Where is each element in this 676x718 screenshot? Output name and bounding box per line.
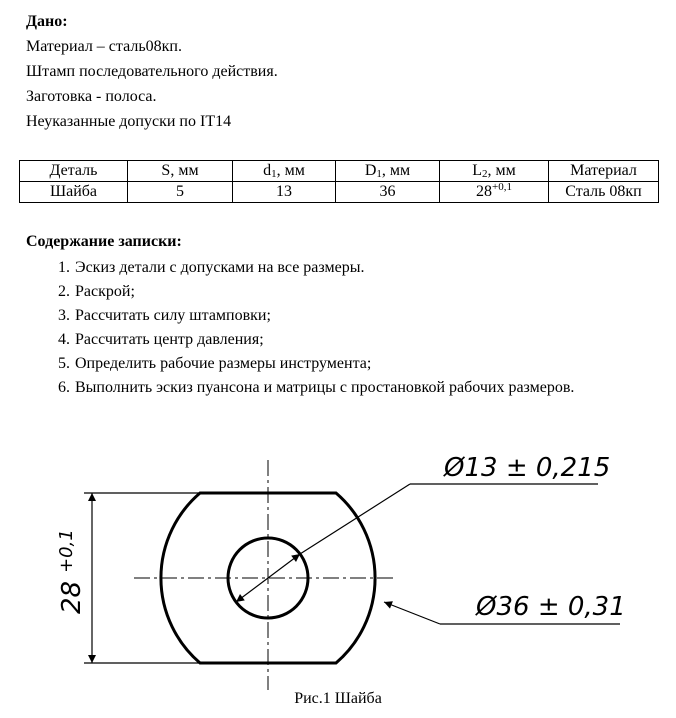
given-material: Материал – сталь08кп.	[26, 38, 182, 55]
list-item: 6. Выполнить эскиз пуансона и матрицы с простановкой рабочих размеров.	[74, 376, 634, 400]
figure-caption: Рис.1 Шайба	[294, 690, 382, 707]
given-blank: Заготовка - полоса.	[26, 88, 157, 105]
tasks-list	[26, 256, 634, 400]
cell-D1: 36	[336, 182, 440, 203]
tasks-heading: Содержание записки:	[26, 233, 182, 250]
header-L2: $L_2$, мм	[440, 161, 549, 182]
outer-diameter-label: Ø36 ± 0,31	[476, 592, 626, 622]
given-tolerances: Неуказанные допуски по IT14	[26, 113, 232, 130]
cell-d1: 13	[233, 182, 336, 203]
given-heading: Дано:	[26, 13, 68, 30]
inner-diameter-leader	[236, 484, 598, 602]
header-D1: $D_1$, мм	[336, 161, 440, 182]
cell-part: Шайба	[20, 182, 128, 203]
header-material: Материал	[549, 161, 659, 182]
header-d1: $d_1$, мм	[233, 161, 336, 182]
height-dimension-label: $28^{+0,1}$	[56, 529, 87, 614]
list-item: 3. Рассчитать силу штамповки;	[74, 304, 634, 328]
parameters-table	[19, 160, 659, 203]
list-item: 1. Эскиз детали с допусками на все размеры.	[74, 256, 634, 280]
given-die-type: Штамп последовательного действия.	[26, 63, 278, 80]
list-item: 2. Раскрой;	[74, 280, 634, 304]
header-s: S, мм	[128, 161, 233, 182]
list-item: 5. Определить рабочие размеры инструмента;	[74, 352, 634, 376]
table-row	[20, 182, 659, 203]
list-item: 4. Рассчитать центр давления;	[74, 328, 634, 352]
washer-drawing	[0, 440, 676, 690]
header-part: Деталь	[20, 161, 128, 182]
cell-material: Сталь 08кп	[549, 182, 659, 203]
table-header-row	[20, 161, 659, 182]
inner-diameter-label: Ø13 ± 0,215	[444, 453, 611, 483]
cell-L2: $28^{+0,1}$	[440, 182, 549, 203]
cell-s: 5	[128, 182, 233, 203]
